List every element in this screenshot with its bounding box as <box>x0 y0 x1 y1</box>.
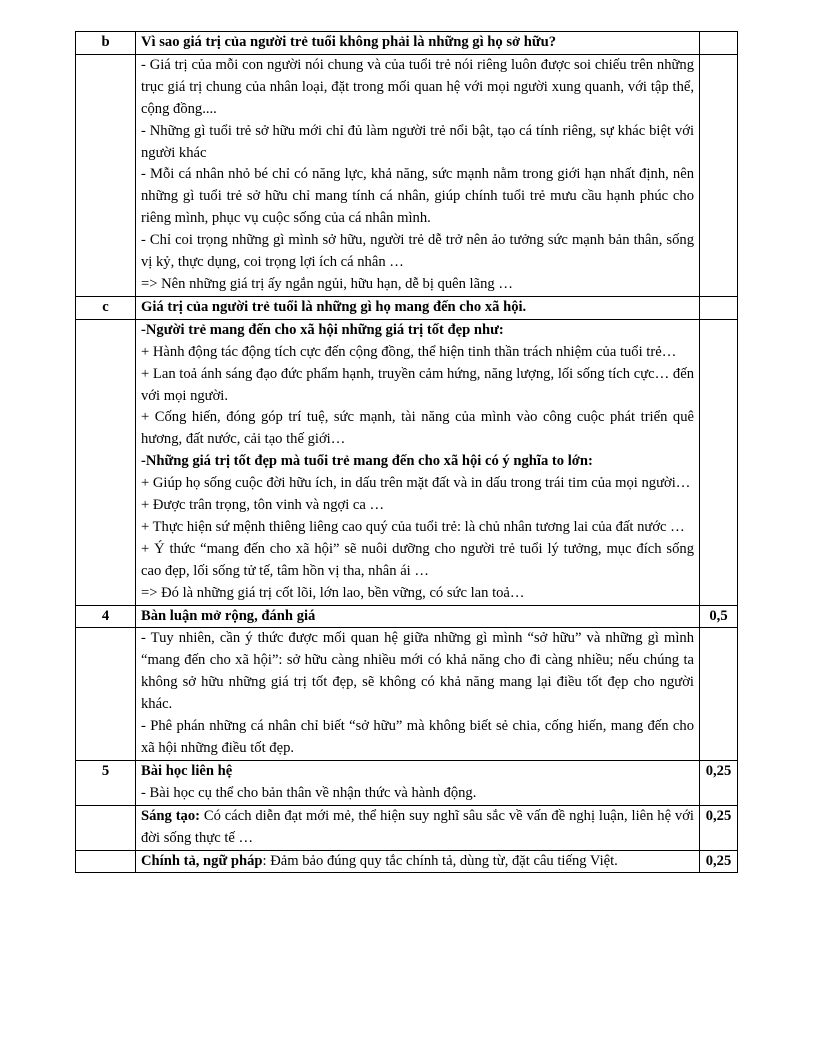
section-heading: Bài học liên hệ <box>141 762 233 779</box>
answer-content <box>136 850 700 873</box>
answer-content <box>136 760 700 805</box>
score-cell <box>700 54 738 296</box>
table-row <box>76 319 738 605</box>
content-line: + Được trân trọng, tôn vinh và ngợi ca … <box>141 497 385 514</box>
criterion-label: Sáng tạo: <box>141 807 201 824</box>
row-number: 5 <box>76 760 136 805</box>
content-line: + Hành động tác động tích cực đến cộng đồng, thể hiện tinh thần trách nhiệm của tuổi trẻ… <box>141 343 677 360</box>
content-line: - Những gì tuổi trẻ sở hữu mới chỉ đủ làm người trẻ nổi bật, tạo cá tính riêng, sự khác biệt với người khác <box>141 122 694 161</box>
table-row <box>76 296 738 319</box>
score-cell: 0,25 <box>700 805 738 850</box>
table-row <box>76 54 738 296</box>
score-cell: 0,25 <box>700 850 738 873</box>
answer-content <box>136 54 700 296</box>
content-line: - Tuy nhiên, cần ý thức được mối quan hệ giữa những gì mình “sở hữu” và những gì mình “mang đến cho xã hội”: sở hữu càng nhiều mới có khả năng cho đi càng nhiều; nếu chúng ta không sở hữu những giá trị tốt đẹp, sẽ không có khả năng mang lại điều tốt đẹp cho người khác. <box>141 630 694 713</box>
content-line: => Đó là những giá trị cốt lõi, lớn lao, bền vững, có sức lan toả… <box>141 584 525 601</box>
grading-table <box>75 31 738 873</box>
section-heading: Vì sao giá trị của người trẻ tuổi không phải là những gì họ sở hữu? <box>136 32 700 55</box>
table-row <box>76 628 738 760</box>
content-line: + Cống hiến, đóng góp trí tuệ, sức mạnh, tài năng của mình vào công cuộc phát triển quê hương, đất nước, cải tạo thế giới… <box>141 409 694 448</box>
content-line: - Mỗi cá nhân nhỏ bé chỉ có năng lực, khả năng, sức mạnh nằm trong giới hạn nhất định, nên những gì tuổi trẻ sở hữu chỉ mang tính cá nhân, giúp chính tuổi trẻ mưu cầu hạnh phúc cho riêng mình, phục vụ cuộc sống của cá nhân mình. <box>141 166 694 227</box>
table-row <box>76 605 738 628</box>
row-number <box>76 805 136 850</box>
sub-heading: -Người trẻ mang đến cho xã hội những giá trị tốt đẹp như: <box>141 321 504 338</box>
row-number <box>76 850 136 873</box>
content-line: + Giúp họ sống cuộc đời hữu ích, in dấu trên mặt đất và in dấu trong trái tim của mọi người… <box>141 475 691 492</box>
content-line: + Thực hiện sứ mệnh thiêng liêng cao quý của tuổi trẻ: là chủ nhân tương lai của đất nước … <box>141 518 685 535</box>
criterion-label: Chính tả, ngữ pháp <box>141 852 263 869</box>
criterion-text: : Đảm bảo đúng quy tắc chính tả, dùng từ, đặt câu tiếng Việt. <box>262 852 618 869</box>
content-line: - Chỉ coi trọng những gì mình sở hữu, người trẻ dễ trở nên ảo tưởng sức mạnh bản thân, sống vị kỷ, thực dụng, coi trọng lợi ích cá nhân … <box>141 232 694 271</box>
content-line: - Bài học cụ thể cho bản thân về nhận thức và hành động. <box>141 784 477 801</box>
content-line: => Nên những giá trị ấy ngắn ngủi, hữu hạn, dễ bị quên lãng … <box>141 275 513 292</box>
criterion-text: Có cách diễn đạt mới mẻ, thể hiện suy nghĩ sâu sắc về vấn đề nghị luận, liên hệ với đời sống thực tế … <box>141 807 694 846</box>
score-cell <box>700 628 738 760</box>
answer-content <box>136 805 700 850</box>
content-line: - Giá trị của mỗi con người nói chung và của tuổi trẻ nói riêng luôn được soi chiếu trên những trục giá trị chung của nhân loại, đặt trong mối quan hệ với mọi người xung quanh, với tập thể, cộng đồng.... <box>141 56 694 117</box>
table-row <box>76 760 738 805</box>
sub-heading: -Những giá trị tốt đẹp mà tuổi trẻ mang đến cho xã hội có ý nghĩa to lớn: <box>141 453 593 470</box>
row-number <box>76 54 136 296</box>
content-line: + Lan toả ánh sáng đạo đức phẩm hạnh, truyền cảm hứng, năng lượng, lối sống tích cực… đến với mọi người. <box>141 365 694 404</box>
row-number: 4 <box>76 605 136 628</box>
answer-content <box>136 319 700 605</box>
section-heading: Giá trị của người trẻ tuổi là những gì họ mang đến cho xã hội. <box>136 296 700 319</box>
row-number <box>76 319 136 605</box>
score-cell <box>700 32 738 55</box>
content-line: + Ý thức “mang đến cho xã hội” sẽ nuôi dưỡng cho người trẻ tuổi lý tưởng, mục đích sống cao đẹp, lối sống tử tế, tâm hồn vị tha, nhân ái … <box>141 540 694 579</box>
row-number: b <box>76 32 136 55</box>
table-row <box>76 32 738 55</box>
row-number <box>76 628 136 760</box>
answer-content <box>136 628 700 760</box>
section-heading: Bàn luận mở rộng, đánh giá <box>136 605 700 628</box>
content-line: - Phê phán những cá nhân chỉ biết “sở hữu” mà không biết sẻ chia, cống hiến, mang đến cho xã hội những điều tốt đẹp. <box>141 718 694 756</box>
score-cell: 0,5 <box>700 605 738 628</box>
score-cell: 0,25 <box>700 760 738 805</box>
score-cell <box>700 319 738 605</box>
score-cell <box>700 296 738 319</box>
row-number: c <box>76 296 136 319</box>
table-row <box>76 805 738 850</box>
table-row <box>76 850 738 873</box>
